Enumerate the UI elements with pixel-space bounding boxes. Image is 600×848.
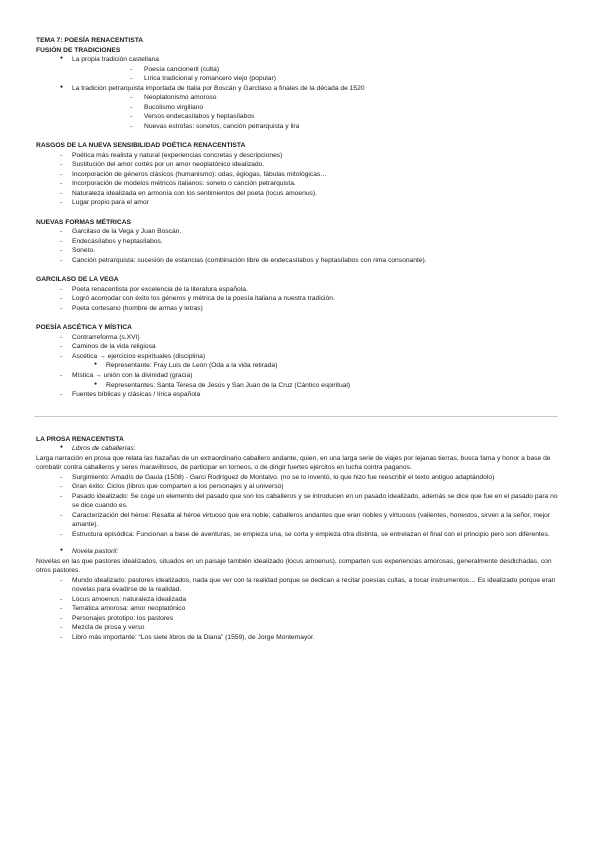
list-item: ● Representante: Fray Luis de León (Oda a la vida retirada)	[94, 361, 278, 370]
dash-icon: -	[130, 103, 133, 111]
list-item: - Gran éxito: Ciclos (libros que comparten a los personajes y al universo)	[60, 483, 284, 491]
dash-icon: -	[60, 352, 63, 360]
dash-icon: -	[60, 624, 63, 632]
list-item: - Lírica tradicional y romancero viejo (popular)	[130, 75, 276, 83]
dash-icon: -	[60, 614, 63, 622]
list-item: - Canción petrarquista: sucesión de estancias (combinación libre de endecasílabos y heptasílabos con rima consonante).	[60, 256, 427, 264]
dash-icon: -	[130, 65, 133, 73]
section-heading-ascetica: POESÍA ASCÉTICA Y MÍSTICA	[36, 324, 132, 332]
dash-icon: -	[130, 122, 133, 130]
list-item: - Ascética → ejercicios espirituales (disciplina)	[60, 352, 206, 360]
list-item: - Garcilaso de la Vega y Juan Boscán.	[60, 228, 182, 236]
dash-icon: -	[60, 189, 63, 197]
dash-icon: -	[60, 170, 63, 178]
dash-icon: -	[60, 511, 63, 519]
list-item: - Locus amoenus: naturaleza idealizada	[60, 595, 187, 603]
dash-icon: -	[60, 304, 63, 312]
list-item: - Surgimiento: Amadís de Gaula (1508) - Garci Rodríguez de Montalvo. (no se lo inventó, lo que hizo fue reescribir el texto antiguo adaptándolo)	[60, 473, 495, 481]
section-heading-rasgos: RASGOS DE LA NUEVA SENSIBILIDAD POÉTICA RENACENTISTA	[36, 142, 246, 150]
dash-icon: -	[60, 391, 63, 399]
dash-icon: -	[60, 285, 63, 293]
section-heading-prosa: LA PROSA RENACENTISTA	[36, 435, 124, 443]
list-item: - Poeta cortesano (hombre de armas y letras)	[60, 304, 203, 312]
dash-icon: -	[60, 151, 63, 159]
list-item: - Mundo idealizado: pastores idealizados, nada que ver con la realidad porque se dedican a recitar poesías cultas, a tocar instrumentos… Es idealizado porque eran novelas para evadirse de la realidad.	[60, 576, 556, 594]
list-item: ● Representantes: Santa Teresa de Jesús y San Juan de la Cruz (Cántico espiritual)	[94, 380, 351, 389]
section-heading-formas: NUEVAS FORMAS MÉTRICAS	[36, 218, 131, 226]
dash-icon: -	[60, 633, 63, 641]
bullet-icon: ●	[94, 361, 98, 368]
list-item: - Contrarreforma (s.XVI)	[60, 333, 140, 341]
list-item: - Neoplatonismo amoroso	[130, 94, 217, 102]
list-item: - Nuevas estrofas: sonetos, canción petrarquista y lira	[130, 122, 300, 130]
dash-icon: -	[60, 256, 63, 264]
list-item: - Incorporación de modelos métricos italianos: soneto o canción petrarquista.	[60, 180, 296, 188]
bullet-icon: ●	[60, 55, 64, 62]
list-item: - Temática amorosa: amor neoplatónico	[60, 605, 186, 613]
dash-icon: -	[60, 228, 63, 236]
list-item: - Endecasílabos y heptasílabos.	[60, 237, 163, 245]
section-heading-garcilaso: GARCILASO DE LA VEGA	[36, 276, 119, 284]
list-item: ● La tradición petrarquista importada de Italia por Boscán y Garcilaso a finales de la década de 1520	[60, 83, 365, 92]
list-item: - Versos endecasílabos y heptasílabos	[130, 113, 255, 121]
bullet-icon: ●	[94, 380, 98, 387]
page-title: TEMA 7: POESÍA RENACENTISTA	[36, 37, 144, 44]
section-heading-fusion: FUSIÓN DE TRADICIONES	[36, 46, 121, 54]
subsection-title-pastoril: ● Novela pastoril:	[60, 547, 119, 556]
list-item: - Personajes prototipo: los pastores	[60, 614, 174, 622]
list-item: ● La propia tradición castellana	[60, 55, 159, 64]
dash-icon: -	[60, 530, 63, 538]
dash-icon: -	[60, 247, 63, 255]
list-item: - Naturaleza idealizada en armonía con los sentimientos del poeta (locus amoenus).	[60, 189, 317, 197]
dash-icon: -	[60, 199, 63, 207]
dash-icon: -	[130, 113, 133, 121]
list-item: - Lugar propio para el amor	[60, 199, 149, 207]
list-item: - Caracterización del héroe: Resalta al héroe virtuoso que era noble; caballeros andantes que eran nobles y virtuosos (valientes, honestos, sirven a la señor, mejor amante).	[60, 511, 551, 529]
dash-icon: -	[60, 595, 63, 603]
dash-icon: -	[60, 161, 63, 169]
dash-icon: -	[130, 75, 133, 83]
list-item: - Poeta renacentista por excelencia de la literatura española.	[60, 285, 248, 293]
paragraph-pastoril: Novelas en las que pastores idealizados, situados en un paisaje también idealizado (locus amoenus), comparten sus experiencias amorosas, generalmente desdichadas, con otros pastores.	[36, 557, 552, 575]
list-item: - Bucolismo virgiliano	[130, 103, 204, 111]
list-item: - Caminos de la vida religiosa	[60, 343, 156, 351]
dash-icon: -	[130, 94, 133, 102]
dash-icon: -	[60, 371, 63, 379]
list-item: - Libro más importante: “Los siete libros de la Diana” (1559), de Jorge Montemayor.	[60, 633, 315, 641]
bullet-icon: ●	[60, 444, 64, 451]
paragraph-caballerias: Larga narración en prosa que relata las hazañas de un extraordinario caballero andante, quien, en una larga serie de viajes por lejanas tierras, busca fama y honor a base de combatir contra caballeros y seres maravillosos, de participar en torneos, o de dirigir fuertes ejércitos en lucha contra paganos.	[36, 454, 551, 472]
dash-icon: -	[60, 333, 63, 341]
list-item: - Poesía cancioneril (culta)	[130, 65, 220, 73]
list-item: - Mezcla de prosa y verso	[60, 624, 145, 632]
list-item: - Incorporación de géneros clásicos (humanismo): odas, églogas, fábulas mitológicas…	[60, 170, 328, 178]
document-page	[36, 36, 558, 642]
dash-icon: -	[60, 576, 63, 584]
dash-icon: -	[60, 605, 63, 613]
dash-icon: -	[60, 473, 63, 481]
list-item: - Sustitución del amor cortés por un amor neoplatónico idealizado.	[60, 161, 265, 169]
bullet-icon: ●	[60, 547, 64, 554]
list-item: - Pasado idealizado: Se coge un elemento del pasado que son los caballeros y se introducen en un pasado idealizado, además se dice que fue en el pasado para no se dice cuando es.	[60, 492, 558, 510]
list-item: - Soneto.	[60, 247, 96, 255]
subsection-title-caballerias: ● Libros de caballerías:	[60, 444, 136, 453]
dash-icon: -	[60, 492, 63, 500]
dash-icon: -	[60, 237, 63, 245]
list-item: - Poética más realista y natural (experiencias concretas y descripciones)	[60, 151, 283, 159]
dash-icon: -	[60, 483, 63, 491]
list-item: - Fuentes bíblicas y clásicas / lírica española	[60, 391, 201, 399]
dash-icon: -	[60, 343, 63, 351]
bullet-icon: ●	[60, 83, 64, 90]
list-item: - Logró acomodar con éxito los géneros y métrica de la poesía italiana a nuestra tradición.	[60, 295, 335, 303]
dash-icon: -	[60, 295, 63, 303]
dash-icon: -	[60, 180, 63, 188]
list-item: - Mística → unión con la divinidad (gracia)	[60, 371, 193, 379]
section-divider	[34, 416, 558, 417]
list-item: - Estructura episódica: Funcionan a base de aventuras, se empieza una, se corta y empieza otra distinta, se entrelazan el final con el principio pero son diferentes.	[60, 530, 550, 538]
